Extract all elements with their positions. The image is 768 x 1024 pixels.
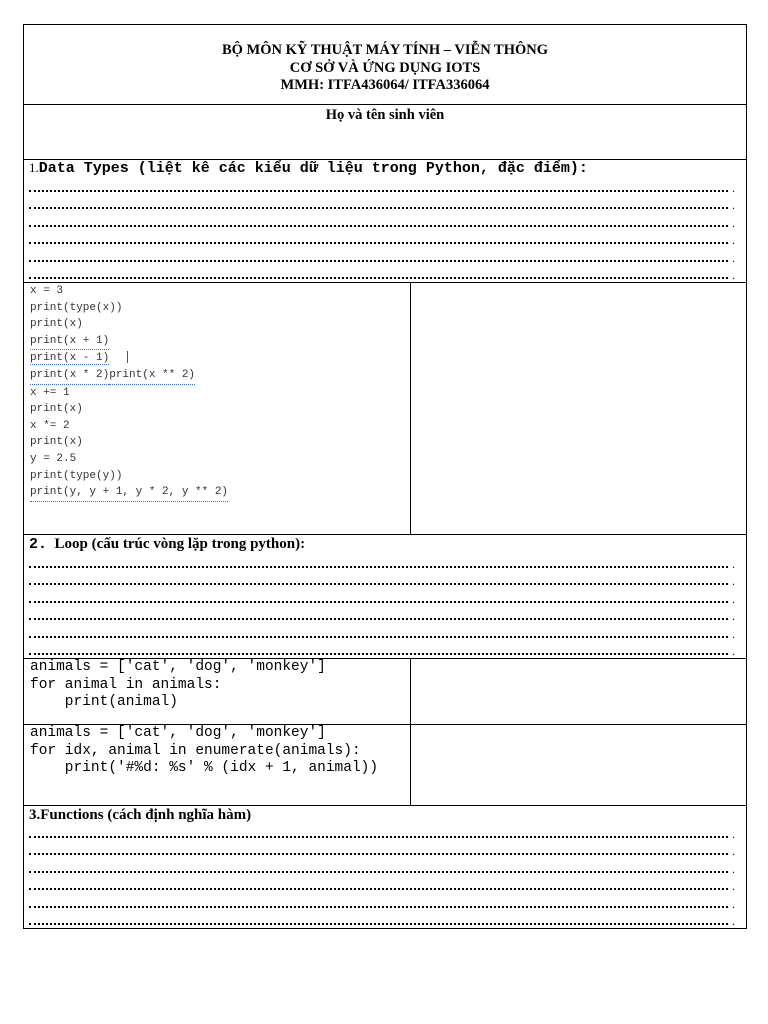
code-block-data-types: [24, 282, 746, 534]
answer-line: .: [29, 876, 746, 894]
answer-line: .: [29, 195, 746, 213]
answer-cell[interactable]: [411, 659, 746, 724]
student-name-label: Họ và tên sinh viên: [325, 107, 445, 123]
document-header: [24, 25, 746, 104]
answer-line: .: [29, 911, 746, 929]
code-listing: animals = ['cat', 'dog', 'monkey'] for idx, animal in enumerate(animals): print('#%d: %s' % (idx + 1, animal)): [30, 725, 379, 776]
answer-line: .: [29, 588, 746, 606]
worksheet-table: [23, 24, 747, 929]
answer-cell[interactable]: [411, 725, 746, 805]
code-cell: [24, 659, 411, 724]
text-cursor: [127, 351, 128, 363]
section-2-number: 2.: [29, 536, 48, 553]
code-listing: animals = ['cat', 'dog', 'monkey'] for animal in animals: print(animal): [30, 659, 326, 710]
answer-line: .: [29, 553, 746, 571]
section-1-heading: [29, 160, 746, 177]
code-block-loop: [24, 658, 746, 724]
code-block-enumerate: [24, 724, 746, 805]
course-title: CƠ SỞ VÀ ỨNG DỤNG IOTS: [289, 59, 481, 76]
answer-line: .: [29, 177, 746, 195]
section-1-number: 1.: [29, 160, 39, 175]
answer-line: .: [29, 606, 746, 624]
answer-line: .: [29, 641, 746, 659]
answer-line: .: [29, 893, 746, 911]
answer-line: .: [29, 212, 746, 230]
answer-line: .: [29, 230, 746, 248]
answer-cell[interactable]: [411, 283, 746, 534]
answer-line: .: [29, 265, 746, 283]
answer-line: .: [29, 571, 746, 589]
section-1-title: Data Types (liệt kê các kiểu dữ liệu trong Python, đặc điểm):: [38, 160, 588, 177]
student-name-row: [24, 104, 746, 159]
answer-line: .: [29, 858, 746, 876]
answer-line: .: [29, 247, 746, 265]
answer-line: .: [29, 841, 746, 859]
course-code: MMH: ITFA436064/ ITFA336064: [280, 77, 490, 93]
section-2-heading: [29, 535, 746, 553]
answer-line: .: [29, 823, 746, 841]
section-data-types: [24, 159, 746, 282]
section-loop: [24, 534, 746, 658]
code-cell: [24, 283, 411, 534]
section-3-title: 3.Functions (cách định nghĩa hàm): [29, 807, 252, 823]
section-2-title: Loop (cấu trúc vòng lặp trong python):: [54, 536, 306, 552]
section-functions: [24, 805, 746, 928]
code-listing: x = 3 print(type(x)) print(x) print(x + 1) print(x - 1) print(x * 2)print(x ** 2) x += 1 print(x) x *= 2 print(x) y = 2.5 print(type(y)) print(y, y + 1, y * 2, y ** 2): [30, 283, 410, 502]
code-cell: [24, 725, 411, 805]
answer-line: .: [29, 623, 746, 641]
department-title: BỘ MÔN KỸ THUẬT MÁY TÍNH – VIỄN THÔNG: [221, 42, 549, 58]
